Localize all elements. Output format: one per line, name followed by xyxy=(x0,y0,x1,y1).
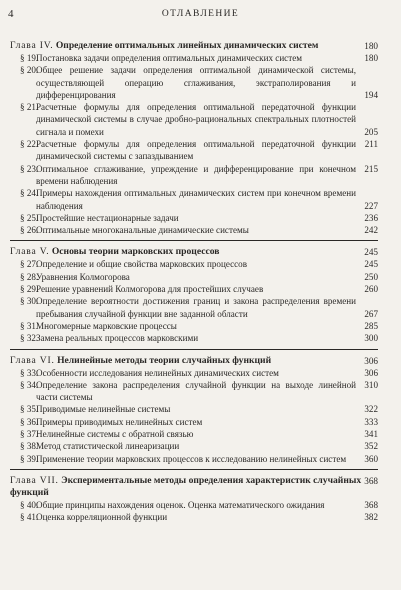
section-title: Расчетные формулы для определения оптимальной передаточной функции динамической системы в случае дробно-рациональных спектральных плотностей сигнала и помехи xyxy=(36,102,356,137)
table-of-contents xyxy=(0,40,401,524)
section-number: § 22. xyxy=(20,139,39,150)
section-title: Нелинейные системы с обратной связью xyxy=(36,429,194,440)
section-title: Примеры приводимых нелинейных систем xyxy=(36,416,203,427)
section-title: Определение вероятности достижения границ и закона распределения времени пребывания случайной функции вне заданной области xyxy=(36,296,356,319)
section-number: § 36. xyxy=(20,416,39,427)
chapter-title: Нелинейные методы теории случайных функций xyxy=(57,354,272,366)
section-title: Общее решение задачи определения оптимальной динамической системы, осуществляющей операцию сглаживания, экстраполирования и дифференцирования xyxy=(36,65,356,100)
section-page: 211 xyxy=(364,139,378,150)
toc-entry[interactable] xyxy=(20,332,378,344)
section-page: 205 xyxy=(364,126,378,137)
section-title: Замена реальных процессов марковскими xyxy=(36,333,199,344)
section-number: § 20. xyxy=(20,65,39,76)
section-title: Метод статистической линеаризации xyxy=(36,441,180,452)
chapter-heading[interactable] xyxy=(10,246,378,258)
section-title: Оптимальное сглаживание, упреждение и дифференцирование при конечном времени наблюдения xyxy=(36,163,356,186)
section-number: § 19. xyxy=(20,53,39,63)
toc-entry[interactable] xyxy=(20,440,378,452)
toc-entry[interactable] xyxy=(20,271,378,283)
chapter-page: 245 xyxy=(364,247,378,258)
chapter-heading[interactable] xyxy=(10,40,378,52)
section-title: Простейшие нестационарные задачи xyxy=(36,212,179,223)
toc-entry[interactable] xyxy=(20,101,378,138)
section-number: § 21. xyxy=(20,102,39,113)
section-page: 306 xyxy=(364,367,378,378)
section-title: Применение теории марковских процессов к исследованию нелинейных систем xyxy=(36,453,347,464)
section-page: 260 xyxy=(364,284,378,295)
toc-entry[interactable] xyxy=(20,52,378,64)
section-page: 382 xyxy=(364,512,378,523)
section-number: § 40. xyxy=(20,499,39,510)
chapter-number: Глава VII. xyxy=(10,474,59,486)
section-page: 242 xyxy=(364,225,378,236)
chapter-number: Глава IV. xyxy=(10,40,54,51)
section-page: 267 xyxy=(364,308,378,319)
section-number: § 30. xyxy=(20,296,39,307)
chapter-heading[interactable] xyxy=(10,355,378,367)
section-number: § 37. xyxy=(20,429,39,440)
toc-entry[interactable] xyxy=(20,320,378,332)
toc-entry[interactable] xyxy=(20,379,378,404)
toc-entry[interactable] xyxy=(20,416,378,428)
toc-entry[interactable] xyxy=(20,403,378,415)
section-page: 180 xyxy=(364,53,378,63)
section-page: 227 xyxy=(364,200,378,211)
section-number: § 39. xyxy=(20,453,39,464)
section-page: 250 xyxy=(364,271,378,282)
toc-entry[interactable] xyxy=(20,138,378,163)
chapter-title: Основы теории марковских процессов xyxy=(51,246,220,258)
toc-entry[interactable] xyxy=(20,283,378,295)
section-title: Особенности исследования нелинейных динамических систем xyxy=(36,367,279,378)
chapter-page: 306 xyxy=(364,355,378,366)
toc-entry[interactable] xyxy=(20,499,378,511)
section-number: § 33. xyxy=(20,367,39,378)
section-title: Многомерные марковские процессы xyxy=(36,320,177,331)
section-title: Оптимальные многоканальные динамические системы xyxy=(36,225,249,236)
section-number: § 27. xyxy=(20,259,39,270)
section-page: 322 xyxy=(364,404,378,415)
toc-entry[interactable] xyxy=(20,163,378,188)
toc-entry[interactable] xyxy=(20,212,378,224)
chapter-title: Экспериментальные методы определения характеристик случайных функций xyxy=(10,474,362,498)
toc-entry[interactable] xyxy=(20,187,378,212)
section-page: 285 xyxy=(364,320,378,331)
chapter-title: Определение оптимальных линейных динамических систем xyxy=(55,40,319,51)
section-title: Общие принципы нахождения оценок. Оценка математического ожидания xyxy=(36,499,325,510)
section-page: 245 xyxy=(364,259,378,270)
page-header xyxy=(8,8,393,22)
section-page: 368 xyxy=(364,499,378,510)
chapter-heading[interactable] xyxy=(10,475,378,499)
toc-entry[interactable] xyxy=(20,367,378,379)
toc-entry[interactable] xyxy=(20,224,378,236)
toc-entry[interactable] xyxy=(20,295,378,320)
section-title: Определение и общие свойства марковских процессов xyxy=(36,259,248,270)
section-page: 215 xyxy=(364,163,378,174)
page-number: 4 xyxy=(8,8,14,20)
section-number: § 23. xyxy=(20,163,39,174)
section-number: § 26. xyxy=(20,225,39,236)
chapter-page: 180 xyxy=(364,41,378,51)
toc-entry[interactable] xyxy=(20,258,378,270)
section-page: 194 xyxy=(364,89,378,100)
section-page: 341 xyxy=(364,429,378,440)
section-title: Постановка задачи определения оптимальных динамических систем xyxy=(36,53,302,63)
section-number: § 28. xyxy=(20,271,39,282)
toc-entry[interactable] xyxy=(20,453,378,465)
section-number: § 41. xyxy=(20,512,39,523)
section-number: § 29. xyxy=(20,284,39,295)
section-number: § 38. xyxy=(20,441,39,452)
toc-entry[interactable] xyxy=(20,428,378,440)
chapter-page: 368 xyxy=(364,475,378,486)
section-page: 352 xyxy=(364,441,378,452)
section-number: § 35. xyxy=(20,404,39,415)
section-title: Приводимые нелинейные системы xyxy=(36,404,171,415)
toc-entry[interactable] xyxy=(20,511,378,523)
section-title: Решение уравнений Колмогорова для простейших случаев xyxy=(36,284,264,295)
section-title: Уравнения Колмогорова xyxy=(36,271,130,282)
running-title: ОТЛАВЛЕНИЕ xyxy=(161,9,240,19)
section-title: Определение закона распределения случайной функции на выходе линейной части системы xyxy=(36,379,356,403)
section-page: 236 xyxy=(364,212,378,223)
section-page: 360 xyxy=(364,453,378,464)
section-number: § 34. xyxy=(20,379,39,390)
section-number: § 24. xyxy=(20,188,39,199)
toc-entry[interactable] xyxy=(20,64,378,101)
section-number: § 31. xyxy=(20,320,39,331)
section-title: Расчетные формулы для определения оптимальной передаточной функции динамической системы с запаздыванием xyxy=(36,139,356,162)
divider xyxy=(10,469,378,470)
chapter-number: Глава V. xyxy=(10,246,50,258)
section-number: § 25. xyxy=(20,212,39,223)
section-number: § 32. xyxy=(20,333,39,344)
section-page: 300 xyxy=(364,333,378,344)
section-page: 333 xyxy=(364,416,378,427)
divider xyxy=(10,349,378,350)
section-page: 310 xyxy=(364,379,378,390)
section-title: Оценка корреляционной функции xyxy=(36,512,168,523)
section-title: Примеры нахождения оптимальных динамических систем при конечном времени наблюдения xyxy=(36,188,356,211)
chapter-number: Глава VI. xyxy=(10,354,55,366)
divider xyxy=(10,240,378,241)
